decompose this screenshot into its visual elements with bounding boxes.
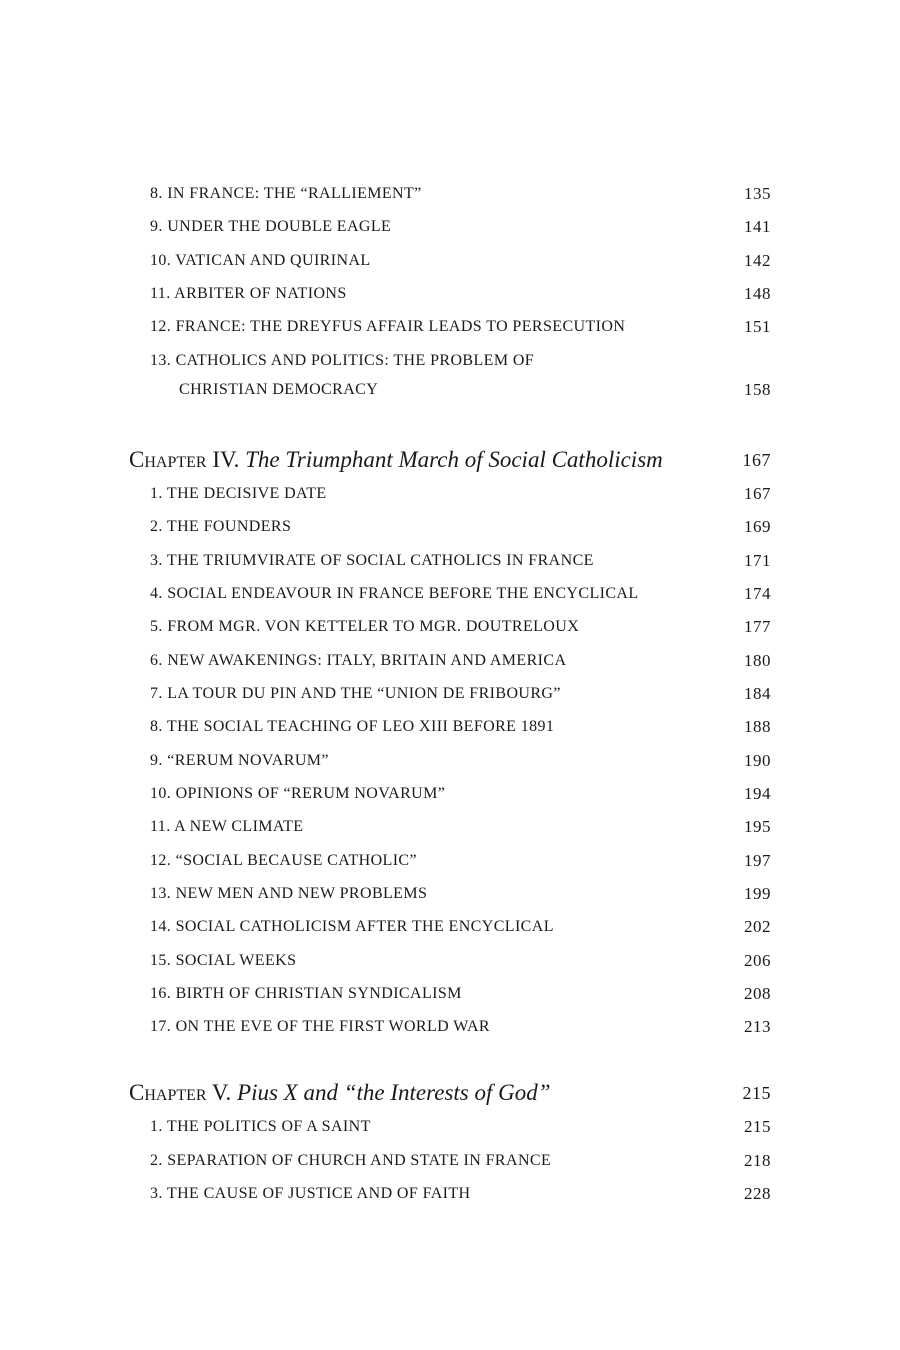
toc-entry — [0, 712, 900, 742]
toc-entry — [0, 746, 900, 776]
toc-entry-page: 206 — [744, 951, 771, 970]
toc-entry — [0, 512, 900, 542]
toc-entry-page: 194 — [744, 784, 771, 803]
toc-entry — [0, 279, 900, 309]
toc-entry-page: 188 — [744, 717, 771, 736]
toc-entry — [0, 846, 900, 876]
toc-entry-page: 213 — [744, 1017, 771, 1036]
toc-entry-page: 199 — [744, 884, 771, 903]
toc-entry-page: 228 — [744, 1184, 771, 1203]
toc-entry-page: 208 — [744, 984, 771, 1003]
toc-entry — [0, 979, 900, 1009]
toc-entry-label: 17. ON THE EVE OF THE FIRST WORLD WAR — [150, 1018, 491, 1035]
chapter-number: Chapter IV. — [129, 447, 240, 472]
chapter-page: 215 — [742, 1083, 771, 1103]
chapter-heading — [0, 445, 900, 475]
chapter-title — [129, 445, 729, 475]
toc-entry — [0, 1012, 900, 1042]
toc-entry-page: 158 — [744, 380, 771, 399]
toc-entry-label: 9. “RERUM NOVARUM” — [150, 752, 329, 769]
chapter-name: Pius X and “the Interests of God” — [237, 1080, 551, 1105]
toc-entry-label: 16. BIRTH OF CHRISTIAN SYNDICALISM — [150, 985, 462, 1002]
toc-entry-label: 11. ARBITER OF NATIONS — [150, 285, 347, 302]
toc-entry — [0, 1112, 900, 1142]
toc-entry — [0, 1146, 900, 1176]
toc-entry — [0, 879, 900, 909]
toc-entry — [0, 246, 900, 276]
toc-entry — [0, 946, 900, 976]
toc-entry-page: 218 — [744, 1151, 771, 1170]
toc-entry — [0, 579, 900, 609]
toc-entry — [0, 479, 900, 509]
toc-entry-label: 3. THE CAUSE OF JUSTICE AND OF FAITH — [150, 1185, 471, 1202]
toc-entry-label: 6. NEW AWAKENINGS: ITALY, BRITAIN AND AMERICA — [150, 652, 567, 669]
toc-entry-label: 2. THE FOUNDERS — [150, 518, 292, 535]
toc-entry-label: 3. THE TRIUMVIRATE OF SOCIAL CATHOLICS IN FRANCE — [150, 552, 594, 569]
toc-entry — [0, 779, 900, 809]
toc-entry — [0, 346, 900, 376]
toc-entry-label: CHRISTIAN DEMOCRACY — [179, 381, 379, 398]
toc-entry-label: 9. UNDER THE DOUBLE EAGLE — [150, 218, 392, 235]
chapter-name: The Triumphant March of Social Catholicism — [245, 447, 663, 472]
toc-entry-page: 151 — [744, 317, 771, 336]
toc-entry-label: 8. IN FRANCE: THE “RALLIEMENT” — [150, 185, 422, 202]
toc-entry-label: 5. FROM MGR. VON KETTELER TO MGR. DOUTRELOUX — [150, 618, 580, 635]
toc-entry-label: 10. OPINIONS OF “RERUM NOVARUM” — [150, 785, 446, 802]
toc-entry — [0, 912, 900, 942]
toc-entry-page: 215 — [744, 1117, 771, 1136]
toc-entry — [0, 212, 900, 242]
toc-entry-label: 8. THE SOCIAL TEACHING OF LEO XIII BEFORE 1891 — [150, 718, 555, 735]
toc-entry-page: 195 — [744, 817, 771, 836]
toc-entry-page: 197 — [744, 851, 771, 870]
toc-entry-page: 142 — [744, 251, 771, 270]
toc-entry-page: 202 — [744, 917, 771, 936]
toc-entry-label: 11. A NEW CLIMATE — [150, 818, 304, 835]
toc-entry-label: 12. “SOCIAL BECAUSE CATHOLIC” — [150, 852, 417, 869]
chapter-number: Chapter V. — [129, 1080, 232, 1105]
toc-entry-page: 171 — [744, 551, 771, 570]
toc-entry-label: 4. SOCIAL ENDEAVOUR IN FRANCE BEFORE THE ENCYCLICAL — [150, 585, 639, 602]
toc-entry-label: 14. SOCIAL CATHOLICISM AFTER THE ENCYCLICAL — [150, 918, 554, 935]
toc-entry-page: 141 — [744, 217, 771, 236]
toc-entry-label: 15. SOCIAL WEEKS — [150, 952, 297, 969]
toc-entry-label: 12. FRANCE: THE DREYFUS AFFAIR LEADS TO PERSECUTION — [150, 318, 626, 335]
toc-entry-label: 13. CATHOLICS AND POLITICS: THE PROBLEM OF — [150, 352, 535, 369]
toc-entry-label: 1. THE DECISIVE DATE — [150, 485, 327, 502]
toc-entry-page: 148 — [744, 284, 771, 303]
toc-entry-label: 1. THE POLITICS OF A SAINT — [150, 1118, 371, 1135]
toc-entry-page: 167 — [744, 484, 771, 503]
toc-entry-page: 169 — [744, 517, 771, 536]
toc-entry-page: 180 — [744, 651, 771, 670]
toc-entry-label: 7. LA TOUR DU PIN AND THE “UNION DE FRIBOURG” — [150, 685, 561, 702]
toc-entry-page: 190 — [744, 751, 771, 770]
toc-entry-continuation — [0, 375, 900, 405]
toc-entry — [0, 546, 900, 576]
toc-entry-label: 13. NEW MEN AND NEW PROBLEMS — [150, 885, 428, 902]
toc-entry — [0, 1179, 900, 1209]
toc-entry — [0, 679, 900, 709]
toc-entry-page: 184 — [744, 684, 771, 703]
toc-entry-label: 2. SEPARATION OF CHURCH AND STATE IN FRANCE — [150, 1152, 552, 1169]
toc-entry — [0, 612, 900, 642]
toc-entry-page: 135 — [744, 184, 771, 203]
toc-entry-label: 10. VATICAN AND QUIRINAL — [150, 252, 371, 269]
chapter-heading — [0, 1078, 900, 1108]
toc-entry-page: 177 — [744, 617, 771, 636]
toc-entry — [0, 312, 900, 342]
chapter-title — [129, 1078, 729, 1108]
toc-entry-page: 174 — [744, 584, 771, 603]
toc-entry — [0, 646, 900, 676]
chapter-page: 167 — [742, 450, 771, 470]
toc-entry — [0, 179, 900, 209]
toc-entry — [0, 812, 900, 842]
